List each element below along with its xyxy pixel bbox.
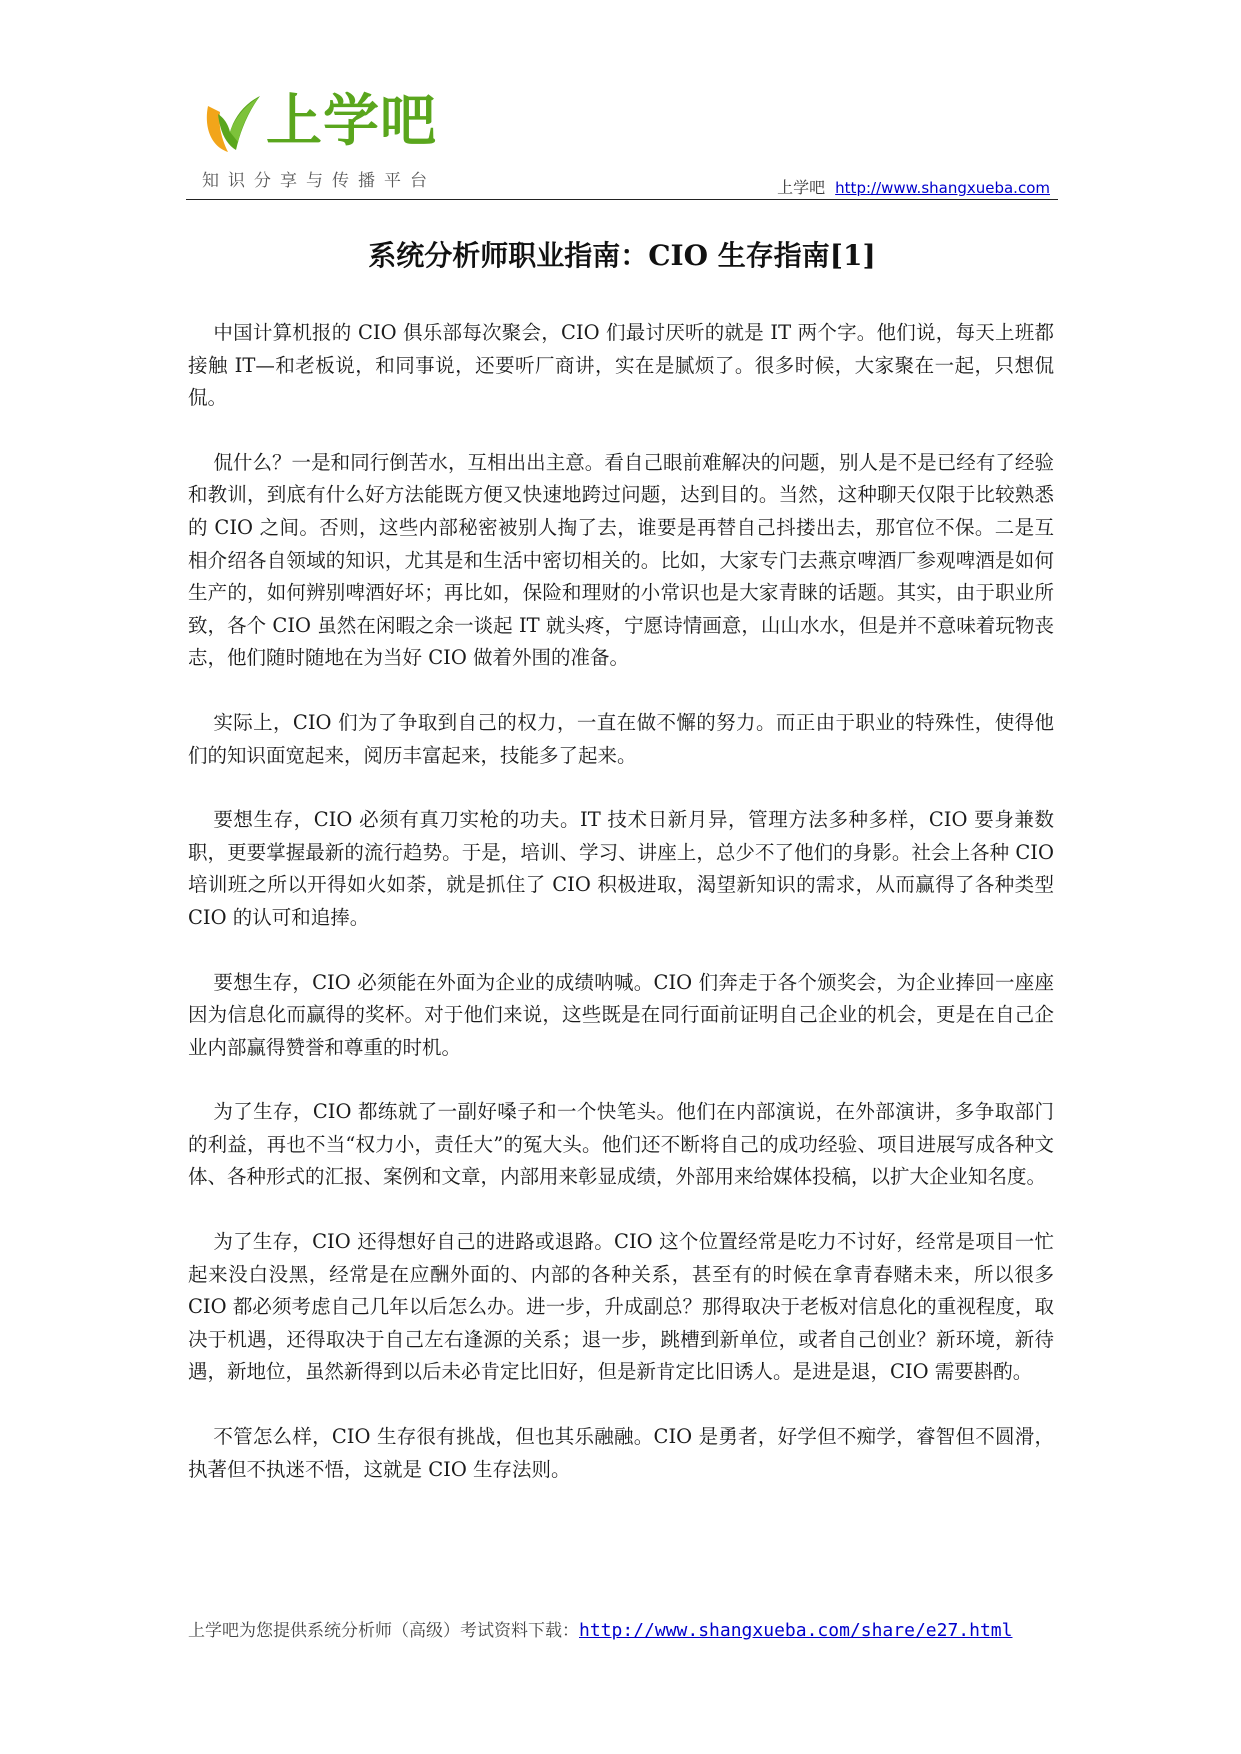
paragraph: 要想生存，CIO 必须能在外面为企业的成绩呐喊。CIO 们奔走于各个颁奖会，为企业捧回一座座因为信息化而赢得的奖杯。对于他们来说，这些既是在同行面前证明自己企业的机会，更是在自己企业内部赢得赞誉和尊重的时机。 xyxy=(188,970,1054,1059)
paragraph: 不管怎么样，CIO 生存很有挑战，但也其乐融融。CIO 是勇者，好学但不痴学，睿智但不圆滑，执著但不执迷不悟，这就是 CIO 生存法则。 xyxy=(188,1425,1054,1481)
page-header xyxy=(186,82,1058,200)
paragraph: 要想生存，CIO 必须有真刀实枪的功夫。IT 技术日新月异，管理方法多种多样，CIO 要身兼数职，更要掌握最新的流行趋势。于是，培训、学习、讲座上，总少不了他们的身影。社会上各种 CIO 培训班之所以开得如火如荼，就是抓住了 CIO 积极进取，渴望新知识的需求，从而赢得了各种类型 CIO 的认可和追捧。 xyxy=(188,808,1054,929)
page-footer xyxy=(188,1616,1054,1641)
site-url-link[interactable]: http://www.shangxueba.com xyxy=(835,179,1050,197)
site-logo[interactable] xyxy=(200,89,450,192)
document-title: 系统分析师职业指南：CIO 生存指南[1] xyxy=(368,239,876,272)
paragraph: 侃什么？一是和同行倒苦水，互相出出主意。看自己眼前难解决的问题，别人是不是已经有了经验和教训，到底有什么好方法能既方便又快速地跨过问题，达到目的。当然，这种聊天仅限于比较熟悉的 CIO 之间。否则，这些内部秘密被别人掏了去，谁要是再替自己抖搂出去，那官位不保。二是互相介绍各自领域的知识，尤其是和生活中密切相关的。比如，大家专门去燕京啤酒厂参观啤酒是如何生产的，如何辨别啤酒好坏；再比如，保险和理财的小常识也是大家青睐的话题。其实，由于职业所致，各个 CIO 虽然在闲暇之余一谈起 IT 就头疼，宁愿诗情画意，山山水水，但是并不意味着玩物丧志，他们随时随地在为当好 CIO 做着外围的准备。 xyxy=(188,450,1054,670)
document-body xyxy=(188,317,1054,1518)
leaf-check-icon xyxy=(200,92,262,156)
footer-download-link[interactable]: http://www.shangxueba.com/share/e27.html xyxy=(579,1620,1013,1641)
footer-text: 上学吧为您提供系统分析师（高级）考试资料下载： xyxy=(188,1621,579,1641)
logo-title: 上学吧 xyxy=(266,89,437,154)
header-divider xyxy=(186,199,1058,200)
site-name: 上学吧 xyxy=(777,178,826,197)
paragraph: 为了生存，CIO 都练就了一副好嗓子和一个快笔头。他们在内部演说，在外部演讲，多争取部门的利益，再也不当“权力小，责任大”的冤大头。他们还不断将自己的成功经验、项目进展写成各种文体、各种形式的汇报、案例和文章，内部用来彰显成绩，外部用来给媒体投稿，以扩大企业知名度。 xyxy=(188,1100,1054,1189)
header-site-link xyxy=(777,175,1050,198)
paragraph: 为了生存，CIO 还得想好自己的进路或退路。CIO 这个位置经常是吃力不讨好，经常是项目一忙起来没白没黑，经常是在应酬外面的、内部的各种关系，甚至有的时候在拿青春赌未来，所以很多 CIO 都必须考虑自己几年以后怎么办。进一步，升成副总？那得取决于老板对信息化的重视程度，取决于机遇，还得取决于自己左右逢源的关系；退一步，跳槽到新单位，或者自己创业？新环境，新待遇，新地位，虽然新得到以后未必肯定比旧好，但是新肯定比旧诱人。是进是退，CIO 需要斟酌。 xyxy=(188,1230,1054,1384)
logo-subtitle: 知识分享与传播平台 xyxy=(202,171,436,191)
paragraph: 实际上，CIO 们为了争取到自己的权力，一直在做不懈的努力。而正由于职业的特殊性，使得他们的知识面宽起来，阅历丰富起来，技能多了起来。 xyxy=(188,710,1054,767)
paragraph: 中国计算机报的 CIO 俱乐部每次聚会，CIO 们最讨厌听的就是 IT 两个字。他们说，每天上班都接触 IT—和老板说，和同事说，还要听厂商讲，实在是腻烦了。很多时候，大家聚在一起，只想侃侃。 xyxy=(188,321,1054,410)
